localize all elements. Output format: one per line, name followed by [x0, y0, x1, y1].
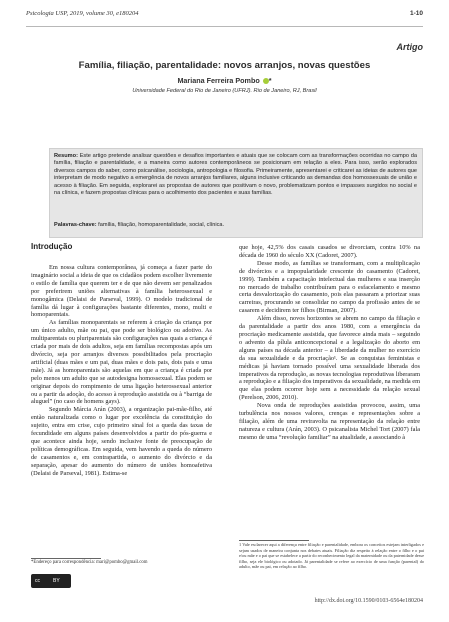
paragraph: Nova onda de reproduções assistidas provocou, assim, uma turbulência nos nossos valores, crenças e representações sobre a filiação, além de uma reviravolta na representação da relação entre natureza e cultura (Arán, 2003). O psicanalista Michel Tort (2007) fala mesmo de uma “revolução familiar” na atualidade, a associando à: [239, 402, 420, 441]
abstract: [54, 153, 417, 197]
affiliation: Universidade Federal do Rio de Janeiro (UFRJ). Rio de Janeiro, RJ, Brasil: [132, 88, 317, 94]
journal-header: Psicologia USP, 2019, volume 30, e180204: [26, 10, 139, 17]
cc-text: cc: [35, 578, 40, 584]
author-line: [26, 76, 423, 85]
by-text: BY: [53, 578, 60, 584]
intro-heading: Introdução: [31, 242, 73, 251]
right-column: [239, 244, 420, 442]
page-range: 1-10: [409, 10, 423, 17]
paragraph: Desse modo, as famílias se transformam, com a multiplicação de divórcios e a impopularidade crescente do casamento (Cadoret, 1999). Também a capacitação intelectual das mulheres e sua inserção no mercado de trabalho contribuíram para o esfacelamento e mesmo certa desvalorização do casamento, pois elas passaram a priorizar suas carreiras, procurando se consolidar no campo da profissão antes de se casarem e decidirem ter filhos (Birman, 2007).: [239, 259, 420, 315]
keywords-text: família, filiação, homoparentalidade, social, clínica.: [98, 222, 225, 228]
paragraph: Além disso, novos horizontes se abrem no campo da filiação e da parentalidade a partir dos anos 1980, com a emergência da procriação medicamente assistida, que favorece ainda mais – seguindo o advento da pílula anticoncepcional e a legalização do aborto em alguns países na década anterior – a liberdade da mulher no exercício da sua sexualidade e da procriação¹. Se as conquistas feministas e médicas já haviam tornado possível uma sexualidade liberada dos imperativos da reprodução, as novas tecnologias reprodutivas liberaram a reprodução e a filiação dos imperativos da sexualidade, na medida em que elas podem ocorrer hoje sem a necessidade da relação sexual (Perelson, 2006, 2010).: [239, 315, 420, 402]
header-rule: [26, 26, 423, 27]
doi-link[interactable]: http://dx.doi.org/10.1590/0103-6564e180204: [314, 598, 423, 604]
article-title: Família, filiação, parentalidade: novos arranjos, novas questões: [78, 60, 371, 71]
left-column: [31, 264, 212, 477]
author-name: Mariana Ferreira Pombo: [177, 76, 260, 85]
abstract-label: Resumo:: [54, 153, 78, 159]
cc-by-license-icon[interactable]: [31, 574, 71, 588]
footnote: 1 Vale esclarecer aqui a diferença entre filiação e parentalidade, embora os conceitos estejam interligados e sejam usados de maneira conjunta nos debates atuais. Filiação diz respeito à relação entre o filho e o pai e/ou mãe e o pai que se estabelece a partir do reconhecimento legal da maternidade ou da paternidade desse filho, seja ele biológico ou adotado. Já parentalidade se refere ao exercício de uma função (parental) do adulto, mãe ou pai, em relação ao filho.: [239, 542, 424, 570]
correspondence-note: *Endereço para correspondência: mari@pombo@gmail.com: [31, 560, 148, 565]
section-label: Artigo: [396, 42, 423, 52]
footnote-rule: [239, 540, 309, 541]
author-marker: *: [268, 76, 272, 85]
paragraph: Em nossa cultura contemporânea, já começa a fazer parte do imaginário social a ideia de que os cidadãos podem escolher livremente o estilo de família que querem ter e de que não devem ser penalizados por preferirem uniões alternativas à família heterossexual e monogâmica (Delaisi de Parseval, 1999). O modelo tradicional de família dá lugar à configurações bastante diferentes, mono, multi e homoparentais.: [31, 264, 212, 319]
paragraph: As famílias monoparentais se referem à criação da criança por um único adulto, mãe ou pai, que pode ser biológico ou adotivo. As multiparentais ou pluriparentais são configurações nas quais a criança é criada por mais de dois adultos, seja em famílias recompostas após um divórcio, seja por arranjos diversos possibilitados pela procriação artificial (duas mães e um pai, duas mães e dois pais, dois pais e uma mãe). Já as homoparentais são aquelas em que a criança é criada por pelo menos um adulto que se autodesigna homossexual. Elas podem se originar depois do rompimento de uma ligação heterossexual anterior ou a partir da adoção, do acesso à reprodução assistida ou à “barriga de aluguel” (no caso de homens gays).: [31, 319, 212, 406]
abstract-text: Este artigo pretende analisar questões e desafios importantes e atuais que se colocam com as transformações ocorridas no campo da família, filiação e parentalidade, e a maneira como autores contemporâneos se posicionam em relação a eles. Para isso, serão explorados diversos campos do saber, como psicanálise, sociologia, antropologia e filosofia. Primeiramente, apresentarei e criticarei as ideias de autores que interpretam de modo negativo a emergência de novos arranjos familiares, alguns inclusive criticando as demandas dos homossexuais de união e acesso à filiação. Em seguida, explorarei as propostas de autores que positivam o novo, problematizam pontos e impasses surgidos no social e na clínica, e fazem propostas clínicas para o acolhimento dos pacientes e suas famílias.: [54, 153, 417, 197]
correspondence-rule: [31, 558, 101, 559]
paragraph: Segundo Márcia Arán (2003), a organização pai-mãe-filho, até então naturalizada como o lugar por excelência da constituição do sujeito, entra em crise, cujo primeiro sinal foi a queda das taxas de fecundidade em alguns países desenvolvidos a partir do pós-guerra e que acontece ainda hoje, sendo inclusive fonte de preocupação de políticas demográficas. Em seguida, vem havendo a queda do número de casamentos e, em contrapartida, o aumento do divórcio e da separação, apesar do aumento do número de uniões homoafetiva (Delaisi de Parseval, 1981). Estima-se: [31, 406, 212, 477]
keywords-label: Palavras-chave:: [54, 222, 97, 228]
keywords: [54, 222, 417, 228]
paragraph: que hoje, 42,5% dos casais casados se divorciam, contra 10% na década de 1960 do século XX (Cadoret, 2007).: [239, 244, 420, 259]
